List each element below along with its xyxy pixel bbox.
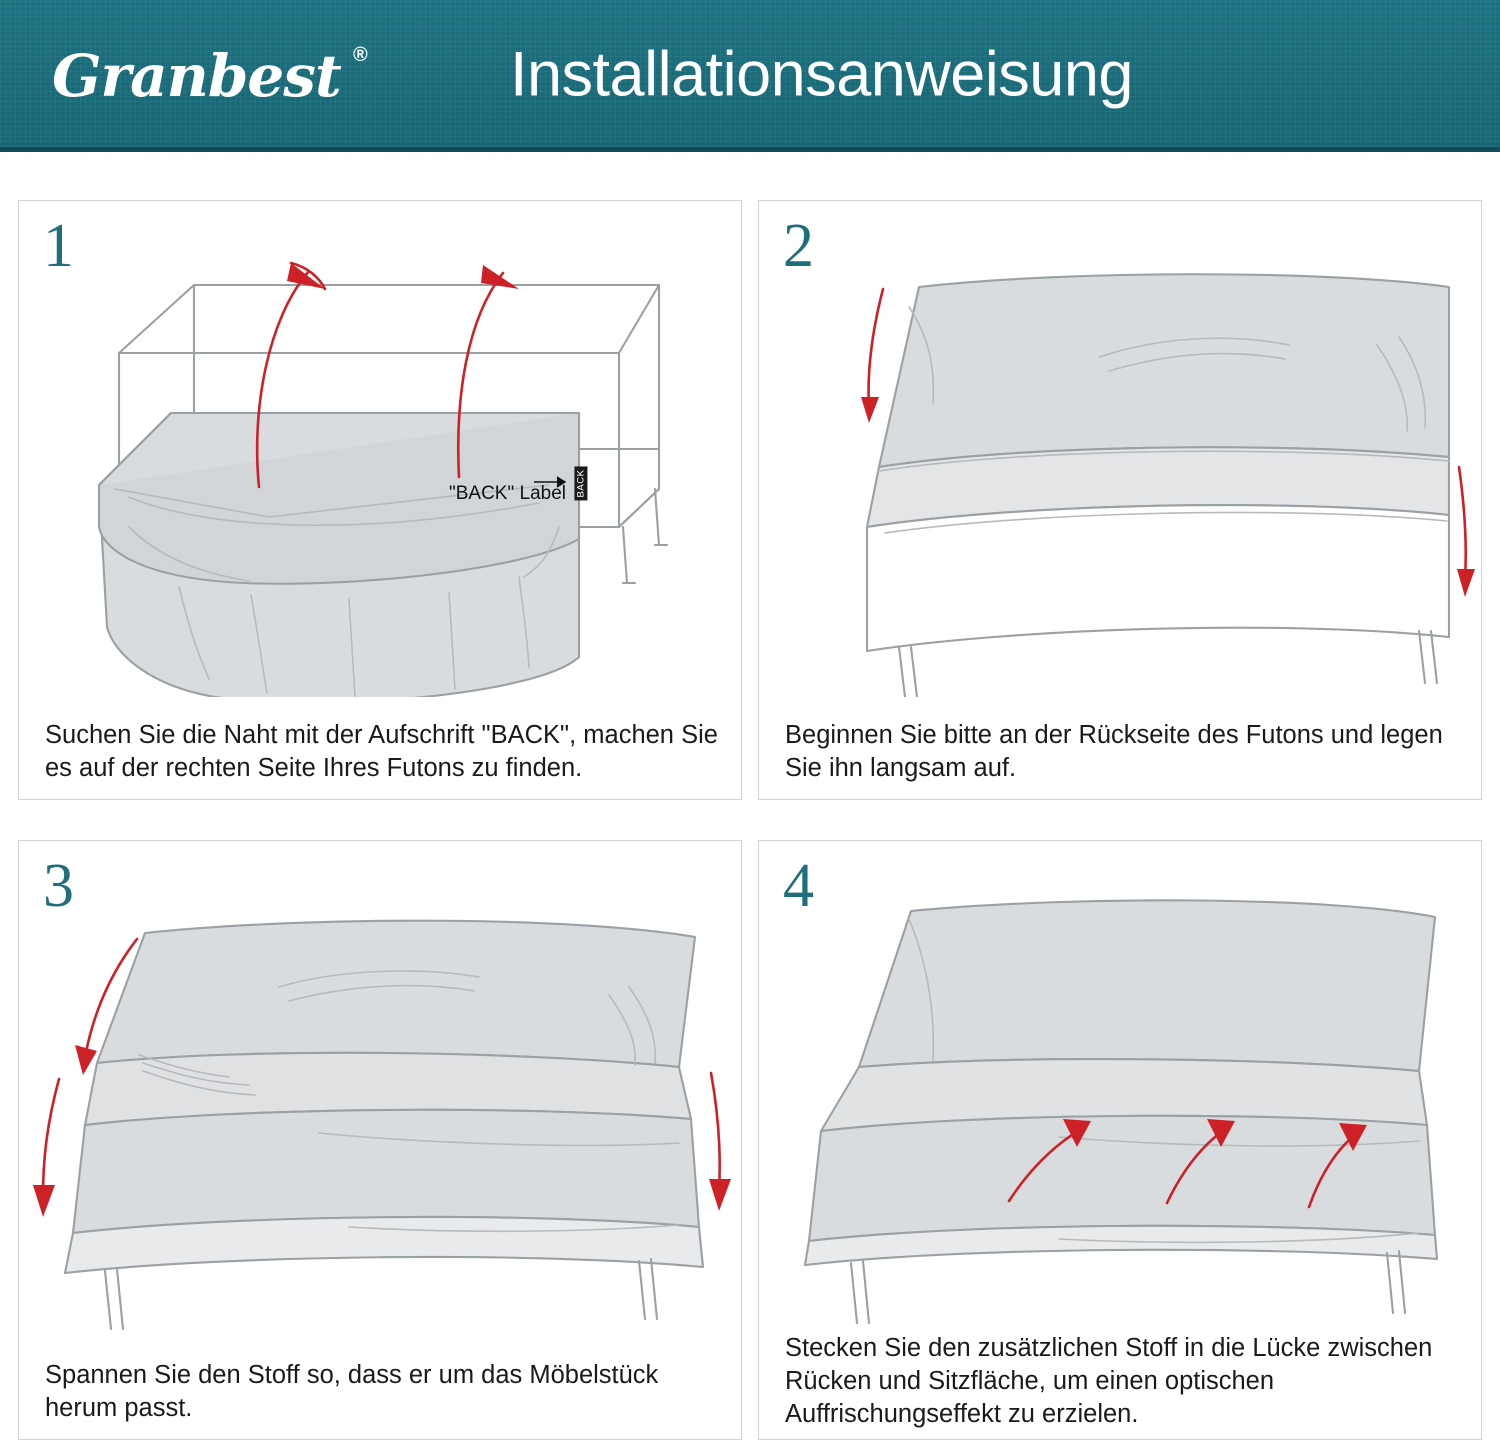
step-panel-1: [18, 200, 742, 800]
step-number-2: 2: [783, 212, 814, 280]
step-caption-4: Stecken Sie den zusätzlichen Stoff in die Lücke zwischen Rücken und Sitzfläche, um einen optischen Auffrischungseffekt zu erzielen.: [785, 1333, 1433, 1428]
step-number-3: 3: [43, 852, 74, 920]
steps-grid: [18, 200, 1482, 1440]
step-panel-4: [758, 840, 1482, 1440]
brand-name: Granbest: [52, 42, 341, 110]
brand-logo: [52, 42, 367, 110]
step-panel-2: [758, 200, 1482, 800]
step-1-illustration: [19, 227, 741, 697]
step-number-1: 1: [43, 212, 74, 280]
step-caption-1: Suchen Sie die Naht mit der Aufschrift "BACK", machen Sie es auf der rechten Seite Ihres Futons zu finden.: [45, 720, 718, 782]
registered-mark-icon: ®: [353, 44, 367, 66]
step-3-illustration: [19, 867, 741, 1337]
step-2-illustration: [759, 227, 1481, 697]
back-tag-icon: BACK: [574, 467, 587, 501]
step-caption-3: Spannen Sie den Stoff so, dass er um das Möbelstück herum passt.: [45, 1360, 659, 1422]
header-divider: [0, 147, 1500, 152]
page-title: Installationsanweisung: [510, 39, 1133, 110]
back-label-annotation: "BACK" Label: [449, 483, 566, 504]
step-caption-2: Beginnen Sie bitte an der Rückseite des Futons und legen Sie ihn langsam auf.: [785, 720, 1443, 782]
header-banner: [0, 0, 1500, 152]
step-panel-3: [18, 840, 742, 1440]
step-number-4: 4: [783, 852, 814, 920]
step-4-illustration: [759, 867, 1481, 1337]
